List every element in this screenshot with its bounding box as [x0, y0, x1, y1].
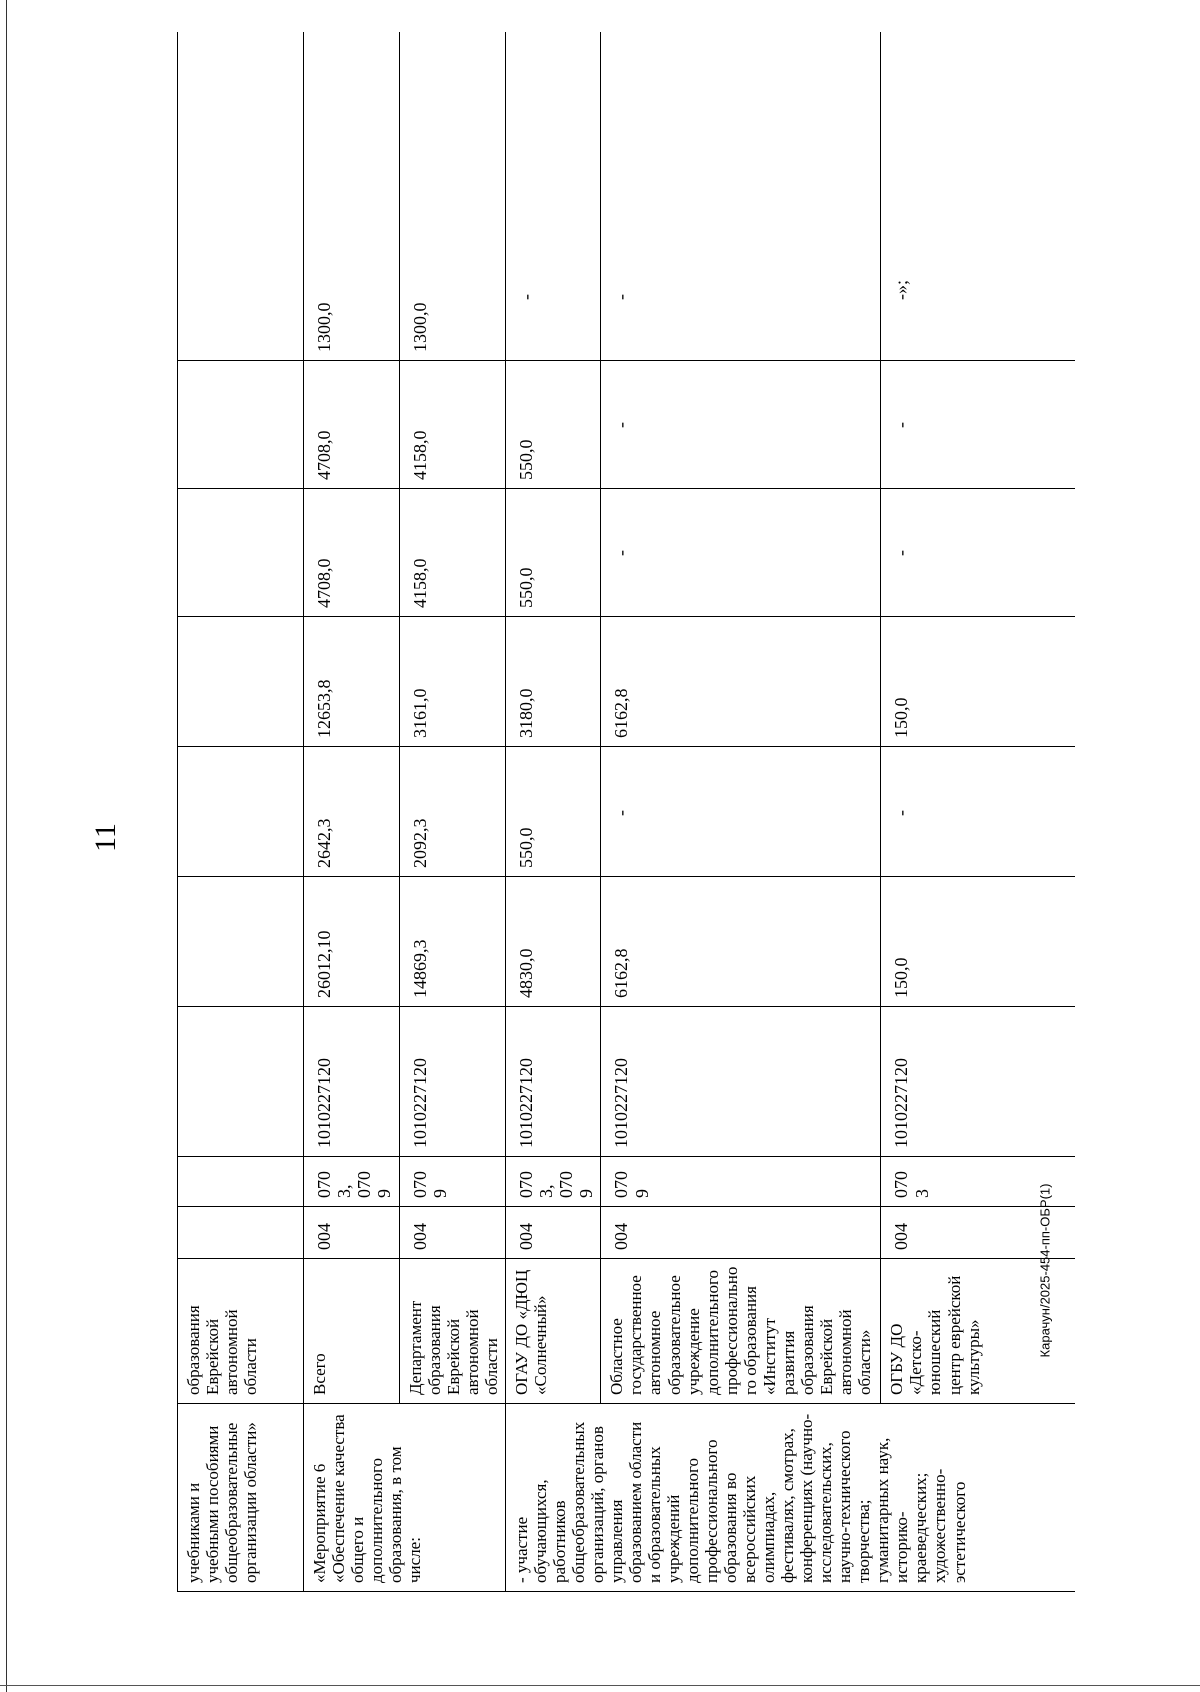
cell-grbs: 004 [304, 1207, 400, 1259]
cell-year-3: 4158,0 [399, 489, 505, 617]
cell-year-3 [178, 489, 304, 617]
cell-year-4: - [881, 361, 1075, 489]
cell-csr [178, 1007, 304, 1157]
cell-grbs: 004 [881, 1207, 1075, 1259]
cell-total: 6162,8 [601, 877, 881, 1007]
cell-year-4: 4158,0 [399, 361, 505, 489]
table-row [399, 32, 505, 1592]
cell-year-3: 4708,0 [304, 489, 400, 617]
cell-total [178, 877, 304, 1007]
table-row [601, 32, 881, 1592]
cell-rzpr: 0709 [399, 1157, 505, 1207]
table-row [505, 32, 601, 1592]
cell-csr: 1010227120 [399, 1007, 505, 1157]
cell-executor: Всего [304, 1259, 400, 1404]
cell-total: 14869,3 [399, 877, 505, 1007]
cell-year-5 [178, 32, 304, 361]
cell-year-4: - [601, 361, 881, 489]
cell-measure: - участие обучающихся, работников общеобразовательных организаций, органов управления образованием области и образовательных учреждений дополнительного профессионального образования во всероссийских олимпиадах, фестивалях, смотрах, конференциях (научно-исследовательских, научно-технического творчества; гуманитарных наук, историко-краеведческих; художественно-эстетического [505, 1404, 1075, 1592]
cell-year-5: -»; [881, 32, 1075, 361]
cell-measure: учебниками и учебными пособиями общеобразовательные организации области» [178, 1404, 304, 1592]
budget-table [177, 32, 1075, 1592]
cell-rzpr: 0703, 0709 [304, 1157, 400, 1207]
cell-executor: ОГБУ ДО «Детско-юношеский центр еврейской культуры» [881, 1259, 1075, 1404]
cell-year-3: 550,0 [505, 489, 601, 617]
cell-grbs [178, 1207, 304, 1259]
cell-year-2: 12653,8 [304, 617, 400, 747]
cell-year-3: - [601, 489, 881, 617]
cell-csr: 1010227120 [601, 1007, 881, 1157]
cell-csr: 1010227120 [505, 1007, 601, 1157]
cell-year-5: - [505, 32, 601, 361]
cell-year-2: 3161,0 [399, 617, 505, 747]
cell-year-2: 150,0 [881, 617, 1075, 747]
cell-total: 4830,0 [505, 877, 601, 1007]
cell-year-2: 6162,8 [601, 617, 881, 747]
scan-edge-left [6, 0, 7, 1692]
cell-year-4: 550,0 [505, 361, 601, 489]
cell-measure: «Мероприятие 6 «Обеспечение качества общего и дополнительного образования, в том числе: [304, 1404, 506, 1592]
cell-year-1: - [881, 747, 1075, 877]
cell-rzpr: 0703, 0709 [505, 1157, 601, 1207]
cell-year-1: 550,0 [505, 747, 601, 877]
cell-grbs: 004 [505, 1207, 601, 1259]
cell-year-2: 3180,0 [505, 617, 601, 747]
cell-executor: образования Еврейской автономной области [178, 1259, 304, 1404]
cell-year-1: 2642,3 [304, 747, 400, 877]
table-row [304, 32, 400, 1592]
cell-grbs: 004 [601, 1207, 881, 1259]
cell-year-4: 4708,0 [304, 361, 400, 489]
scan-edge-bottom [0, 1685, 1200, 1686]
table-wrapper [177, 32, 1075, 1592]
table-row [178, 32, 304, 1592]
cell-csr: 1010227120 [881, 1007, 1075, 1157]
page-number: 11 [89, 823, 122, 852]
cell-executor: Областное государственное автономное образовательное учреждение дополнительного профессионального образования «Институт развития образования Еврейской автономной области» [601, 1259, 881, 1404]
cell-year-5: - [601, 32, 881, 361]
cell-year-1: - [601, 747, 881, 877]
cell-rzpr: 0703 [881, 1157, 1075, 1207]
cell-rzpr [178, 1157, 304, 1207]
document-code-wrapper [970, 1020, 1120, 1520]
cell-year-4 [178, 361, 304, 489]
cell-executor: Департамент образования Еврейской автономной области [399, 1259, 505, 1404]
cell-year-1: 2092,3 [399, 747, 505, 877]
cell-executor: ОГАУ ДО «ДЮЦ «Солнечный» [505, 1259, 601, 1404]
cell-year-3: - [881, 489, 1075, 617]
cell-year-2 [178, 617, 304, 747]
cell-year-5: 1300,0 [399, 32, 505, 361]
cell-rzpr: 0709 [601, 1157, 881, 1207]
cell-csr: 1010227120 [304, 1007, 400, 1157]
cell-grbs: 004 [399, 1207, 505, 1259]
document-code: Карачун/2025-454-пп-ОБР(1) [1037, 1183, 1053, 1357]
cell-year-1 [178, 747, 304, 877]
cell-total: 150,0 [881, 877, 1075, 1007]
cell-year-5: 1300,0 [304, 32, 400, 361]
cell-total: 26012,10 [304, 877, 400, 1007]
